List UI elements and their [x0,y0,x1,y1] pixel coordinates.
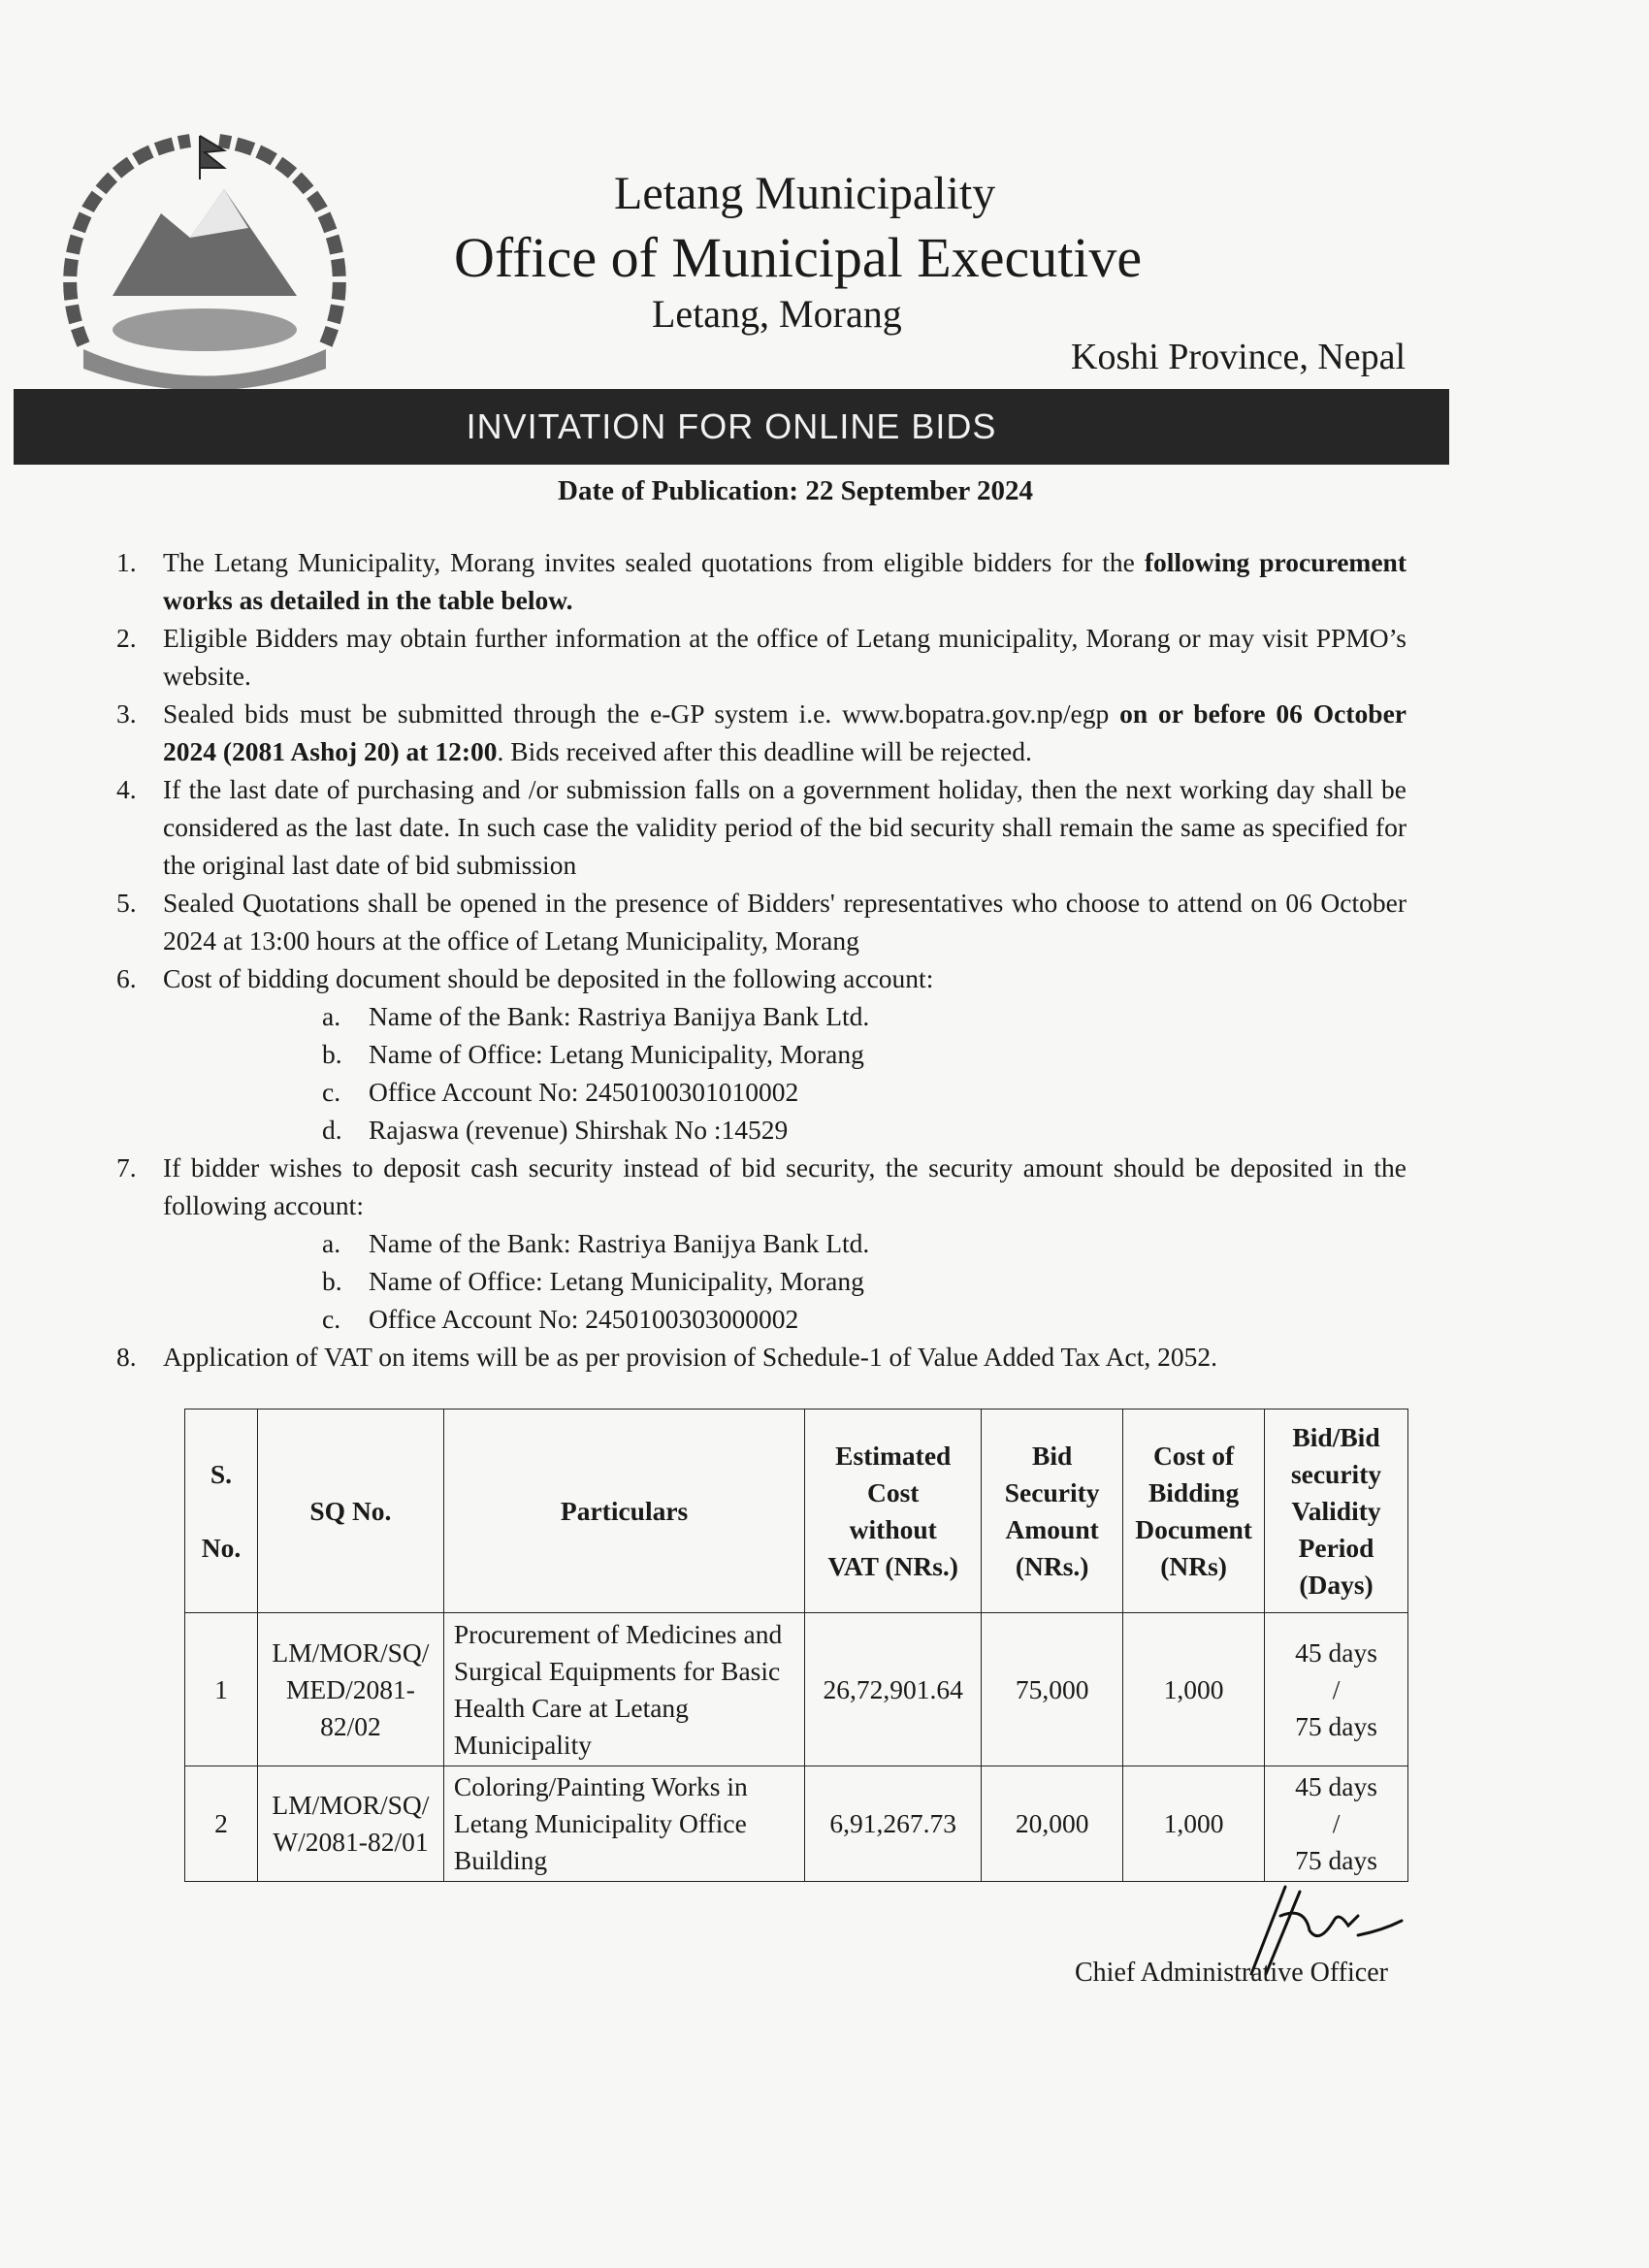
item-text: . Bids received after this deadline will be rejected. [497,736,1032,766]
list-item [322,1224,1406,1262]
list-item [322,1300,1406,1338]
sub-letter: c. [322,1077,341,1107]
item-text: Cost of bidding document should be deposited in the following account: [163,963,934,993]
item-number: 2. [116,623,137,653]
table-header-row [185,1409,1408,1613]
sub-text: Office Account No: 2450100303000002 [369,1304,799,1334]
col-header-sn: S. No. [185,1409,258,1613]
cell-sn: 1 [185,1613,258,1766]
cell-sn: 2 [185,1766,258,1882]
office-location: Letang, Morang [652,292,902,336]
cell-bid-security: 20,000 [982,1766,1123,1882]
list-item [116,770,1406,884]
item-number: 4. [116,774,137,804]
notice-items-list [116,543,1406,1376]
cell-validity: 45 days / 75 days [1265,1766,1408,1882]
list-item [322,1262,1406,1300]
office-name: Office of Municipal Executive [454,226,1143,289]
col-header-sq: SQ No. [257,1409,443,1613]
table-row [185,1613,1408,1766]
col-header-particulars: Particulars [443,1409,804,1613]
sub-letter: c. [322,1304,341,1334]
list-item [322,997,1406,1035]
item-text: Application of VAT on items will be as per provision of Schedule-1 of Value Added Tax Act, 2052. [163,1342,1217,1372]
list-item [322,1111,1406,1149]
item-number: 7. [116,1152,137,1183]
nepal-emblem-icon [45,121,365,393]
item-number: 6. [116,963,137,993]
table-row [185,1766,1408,1882]
cash-security-account-details [116,1224,1406,1338]
cell-sq-no: LM/MOR/SQ/ MED/2081- 82/02 [257,1613,443,1766]
cell-bid-security: 75,000 [982,1613,1123,1766]
item-number: 1. [116,547,137,577]
col-header-doc-cost: Cost of Bidding Document (NRs) [1123,1409,1265,1613]
sub-text: Name of Office: Letang Municipality, Morang [369,1266,864,1296]
col-header-estimated-cost: Estimated Cost without VAT (NRs.) [805,1409,982,1613]
sub-letter: d. [322,1115,342,1145]
item-text: If the last date of purchasing and /or submission falls on a government holiday, then the next working day shall be considered as the last date. In such case the validity period of the bid security shall remain the same as specified for the original last date of bid submission [163,774,1406,880]
sub-letter: b. [322,1266,342,1296]
notice-title-banner: INVITATION FOR ONLINE BIDS [14,389,1449,465]
sub-letter: a. [322,1001,341,1031]
item-number: 8. [116,1342,137,1372]
list-item [116,1338,1406,1376]
sub-text: Rajaswa (revenue) Shirshak No :14529 [369,1115,789,1145]
bank-account-details [116,997,1406,1149]
list-item [116,543,1406,619]
item-text-bold: on or before 06 October 2024 (2081 Ashoj 20) at 12:00 [163,698,1406,766]
cell-estimated-cost: 6,91,267.73 [805,1766,982,1882]
list-item [322,1073,1406,1111]
item-text: The Letang Municipality, Morang invites sealed quotations from eligible bidders for the [163,547,1145,577]
list-item [116,619,1406,695]
list-item [116,959,1406,997]
item-text: If bidder wishes to deposit cash security instead of bid security, the security amount should be deposited in the following account: [163,1152,1406,1220]
publication-date: Date of Publication: 22 September 2024 [558,475,1033,506]
sub-text: Name of the Bank: Rastriya Banijya Bank Ltd. [369,1001,870,1031]
cell-validity: 45 days / 75 days [1265,1613,1408,1766]
item-text-bold: following procurement works as detailed in the table below. [163,547,1406,615]
cell-doc-cost: 1,000 [1123,1613,1265,1766]
cell-estimated-cost: 26,72,901.64 [805,1613,982,1766]
municipality-name: Letang Municipality [614,168,996,219]
province-name: Koshi Province, Nepal [1071,337,1406,377]
sub-text: Name of Office: Letang Municipality, Morang [369,1039,864,1069]
item-text: Sealed Quotations shall be opened in the presence of Bidders' representatives who choose to attend on 06 October 2024 at 13:00 hours at the office of Letang Municipality, Morang [163,888,1406,956]
item-text: Sealed bids must be submitted through the e-GP system i.e. www.bopatra.gov.np/egp [163,698,1120,729]
col-header-validity: Bid/Bid security Validity Period (Days) [1265,1409,1408,1613]
item-text: Eligible Bidders may obtain further information at the office of Letang municipality, Morang or may visit PPMO’s website. [163,623,1406,691]
cell-doc-cost: 1,000 [1123,1766,1265,1882]
col-header-bid-security: Bid Security Amount (NRs.) [982,1409,1123,1613]
cell-sq-no: LM/MOR/SQ/ W/2081-82/01 [257,1766,443,1882]
list-item [116,1149,1406,1224]
sub-letter: a. [322,1228,341,1258]
item-number: 5. [116,888,137,918]
list-item [116,884,1406,959]
procurement-table [184,1409,1408,1882]
list-item [322,1035,1406,1073]
cell-particulars: Procurement of Medicines and Surgical Equipments for Basic Health Care at Letang Municipality [443,1613,804,1766]
sub-text: Office Account No: 2450100301010002 [369,1077,799,1107]
cell-particulars: Coloring/Painting Works in Letang Municipality Office Building [443,1766,804,1882]
list-item [116,695,1406,770]
sub-letter: b. [322,1039,342,1069]
sub-text: Name of the Bank: Rastriya Banijya Bank Ltd. [369,1228,870,1258]
item-number: 3. [116,698,137,729]
signatory-title: Chief Administrative Officer [1075,1958,1388,1988]
